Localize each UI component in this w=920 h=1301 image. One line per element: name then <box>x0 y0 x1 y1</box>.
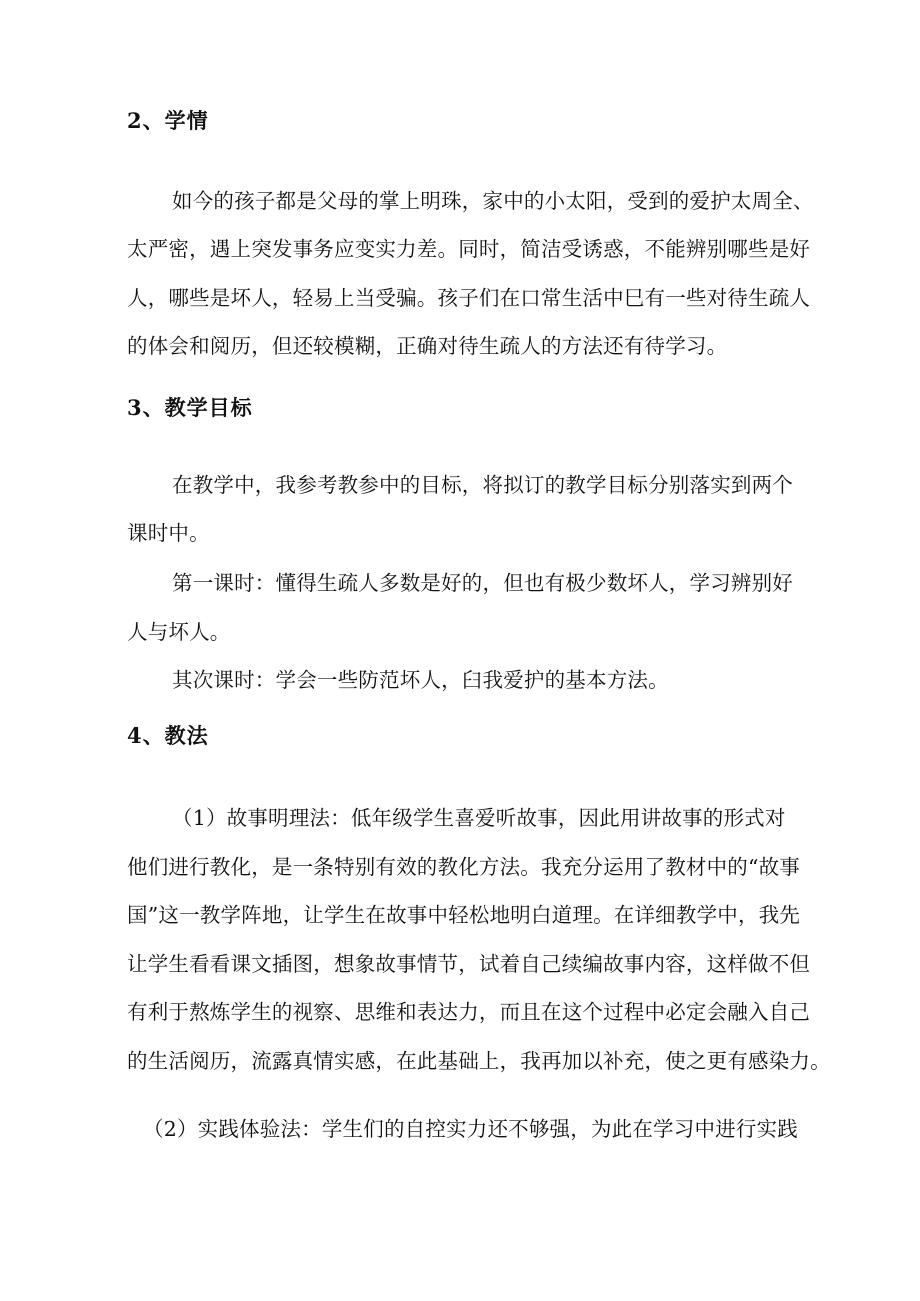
paragraph-line: 在教学中，我参考教参中的目标，将拟订的教学目标分别落实到两个 <box>172 473 793 497</box>
paragraph-line: （2）实践体验法：学生们的自控实力还不够强，为此在学习中进行实践 <box>143 1117 798 1141</box>
paragraph-line: 国”这一教学阵地，让学生在故事中轻松地明白道理。在详细教学中，我先 <box>127 903 801 927</box>
section-heading-teaching-objectives: 3、教学目标 <box>127 395 253 420</box>
paragraph-line: 让学生看看课文插图，想象故事情节，试着自己续编故事内容，这样做不但 <box>127 952 811 976</box>
paragraph-line: 的体会和阅历，但还较模糊，正确对待生疏人的方法还有待学习。 <box>127 334 728 358</box>
paragraph-line: 第一课时：懂得生疏人多数是好的，但也有极少数坏人，学习辨别好 <box>172 571 793 595</box>
section-heading-learning-situation: 2、学情 <box>127 108 209 133</box>
paragraph-line: 如今的孩子都是父母的掌上明珠，家中的小太阳，受到的爱护太周全、 <box>172 189 814 213</box>
paragraph-line: （1）故事明理法：低年级学生喜爱听故事，因此用讲故事的形式对 <box>172 806 786 830</box>
paragraph-line: 课时中。 <box>127 521 210 545</box>
paragraph-line: 的生活阅历，流露真情实感，在此基础上，我再加以补充，使之更有感染力。 <box>127 1049 831 1073</box>
section-heading-teaching-methods: 4、教法 <box>127 723 209 748</box>
paragraph-line: 太严密，遇上突发事务应变实力差。同时，简洁受诱惑，不能辨别哪些是好 <box>127 237 811 261</box>
paragraph-line: 人，哪些是坏人，轻易上当受骗。孩子们在口常生活中巳有一些对待生疏人 <box>127 286 811 310</box>
paragraph-line: 有利于熬炼学生的视察、思维和表达力，而且在这个过程中必定会融入自己 <box>127 1000 811 1024</box>
paragraph-line: 他们进行教化，是一条特别有效的教化方法。我充分运用了教材中的“故事 <box>127 855 801 879</box>
paragraph-line: 其次课时：学会一些防范坏人，臼我爱护的基本方法。 <box>172 668 669 692</box>
paragraph-line: 人与坏人。 <box>127 620 231 644</box>
